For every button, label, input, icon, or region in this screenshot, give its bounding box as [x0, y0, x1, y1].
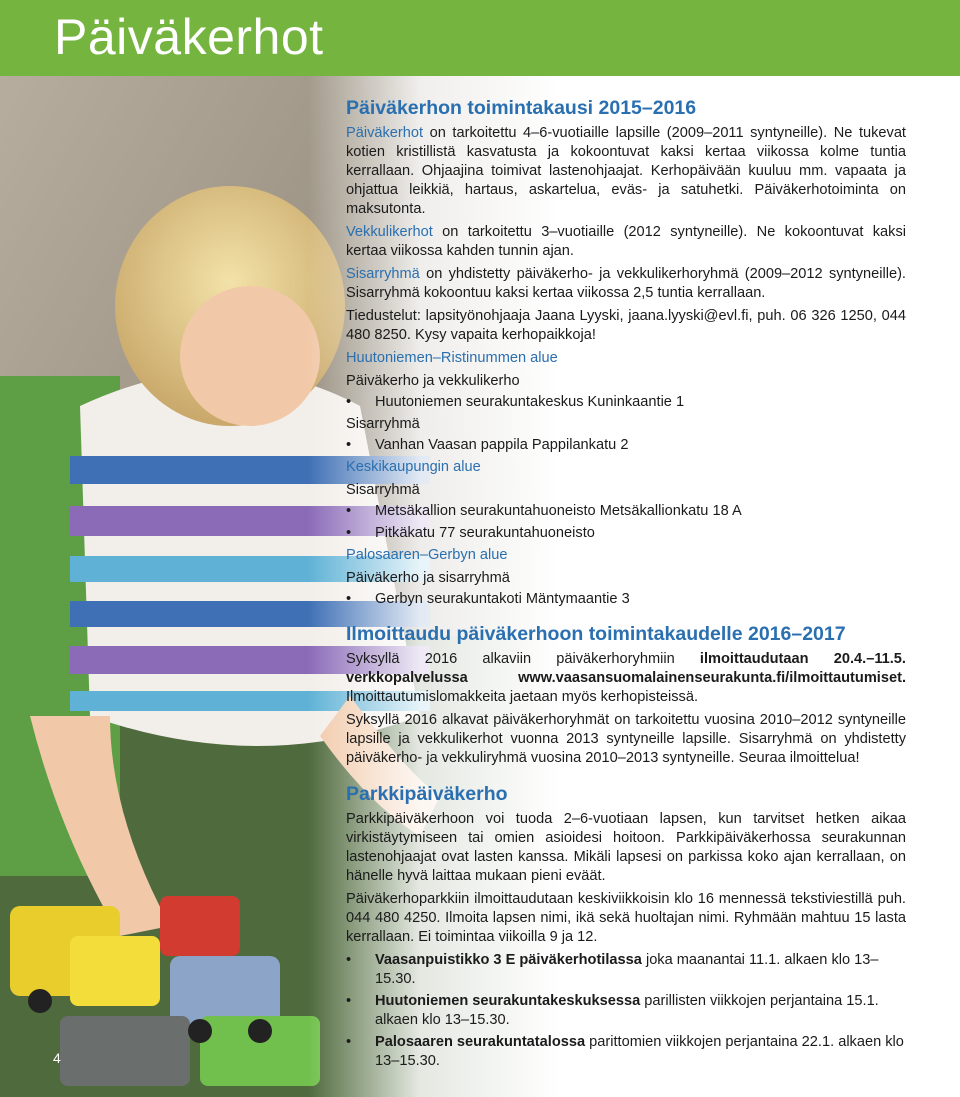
term-sisarryhma: Sisarryhmä — [346, 266, 420, 282]
area-heading: Palosaaren–Gerbyn alue — [346, 547, 508, 563]
location-item: • Vanhan Vaasan pappila Pappilankatu 2 — [346, 436, 906, 455]
paragraph-parkki-ilmoittautuminen: Päiväkerhoparkkiin ilmoittaudutaan keskiviikkoisin klo 16 mennessä tekstiviestillä puh. 044 480 4250. Ilmoita lapsen nimi, ikä sekä huoltajan nimi. Ryhmään mahtuu 15 lasta kerrallaan. Ei toimintaa viikoilla 9 ja 12. — [346, 891, 906, 945]
group-category: Päiväkerho ja sisarryhmä — [346, 570, 510, 586]
page-number: 4 — [53, 1050, 61, 1066]
section-heading-ilmoittaudu: Ilmoittaudu päiväkerhoon toimintakaudelle 2016–2017 — [346, 623, 846, 645]
paragraph-syksy: Syksyllä 2016 alkavat päiväkerhoryhmät on tarkoitettu vuosina 2010–2012 syntyneille lapsille ja vekkulikerhot vuonna 2013 syntyneille lapsille. Sisarryhmä on yhdistetty päiväkerho- ja vekkuliryhmä vuosina 2010–2013 syntyneille. Seuraa ilmoittelua! — [346, 712, 906, 766]
location-item: • Pitkäkatu 77 seurakuntahuoneisto — [346, 524, 906, 543]
paragraph-vekkulikerhot — [346, 223, 906, 261]
paragraph-sisarryhma — [346, 265, 906, 303]
location-name: Vaasanpuistikko 3 E päiväkerhotilassa — [375, 952, 642, 968]
registration-dates: ilmoittaudutaan 20.4.–11.5. verkkopalvelussa www.vaasansuomalainenseurakunta.fi/ilmoittautumiset. — [346, 651, 906, 686]
group-category: Päiväkerho ja vekkulikerho — [346, 373, 520, 389]
location-name: Palosaaren seurakuntatalossa — [375, 1034, 586, 1050]
term-vekkulikerhot: Vekkulikerhot — [346, 224, 433, 240]
section-heading-toimintakausi: Päiväkerhon toimintakausi 2015–2016 — [346, 97, 697, 119]
section-heading-parkkipaivakerho: Parkkipäiväkerho — [346, 783, 508, 805]
location-time: parittomien viikkojen perjantaina 22.1. alkaen klo 13–15.30. — [375, 1034, 904, 1069]
paragraph-tiedustelut: Tiedustelut: lapsityönohjaaja Jaana Lyyski, jaana.lyyski@evl.fi, puh. 06 326 1250, 044 480 8250. Kysy vapaita kerhopaikkoja! — [346, 308, 906, 343]
page-header — [0, 0, 960, 76]
location-item: • Gerbyn seurakuntakoti Mäntymaantie 3 — [346, 590, 906, 609]
paragraph-parkki-intro: Parkkipäiväkerhoon voi tuoda 2–6-vuotiaan lapsen, kun tarvitset hetken aikaa virkistäytymiseen tai omien asioidesi hoitoon. Parkkipäiväkerhossa seurakunnan lastenohjaajat ovat lasten kanssa. Mikäli lapsesi on parkissa koko ajan kerrallaan, on hänelle hyvä laittaa mukaan pieni eväät. — [346, 811, 906, 884]
location-time: joka maanantai 11.1. alkaen klo 13–15.30. — [375, 952, 879, 987]
paragraph-text: Syksyllä 2016 alkaviin päiväkerhoryhmiin — [346, 651, 700, 667]
group-category: Sisarryhmä — [346, 482, 420, 498]
main-content — [346, 96, 906, 1074]
paragraph-paivakerhot — [346, 124, 906, 219]
paragraph-text: on tarkoitettu 4–6-vuotiaille lapsille (2009–2011 syntyneille). Ne tukevat kotien kristillistä kasvatusta ja kokoontuvat kaksi kertaa viikossa kolme tuntia kerrallaan. Ohjaajina toimivat lastenohjaajat. Kerhopäivään kuuluu mm. vapaata ja ohjattua leikkiä, hartaus, askartelua, eväs- ja satuhetki. Päiväkerhotoiminta on maksutonta. — [346, 125, 906, 217]
paragraph-text: on tarkoitettu 3–vuotiaille (2012 syntyneille). Ne kokoontuvat kaksi kertaa viikossa kahden tunnin ajan. — [346, 224, 906, 259]
parkki-location-item — [346, 951, 906, 989]
location-name: Huutoniemen seurakuntakeskuksessa — [375, 993, 641, 1009]
paragraph-text: Ilmoittautumislomakkeita jaetaan myös kerhopisteissä. — [346, 689, 699, 705]
location-time: parillisten viikkojen perjantaina 15.1. alkaen klo 13–15.30. — [375, 993, 879, 1028]
location-item: • Huutoniemen seurakuntakeskus Kuninkaantie 1 — [346, 393, 906, 412]
area-heading: Keskikaupungin alue — [346, 459, 481, 475]
paragraph-ilmoittautuminen — [346, 650, 906, 707]
location-item: • Metsäkallion seurakuntahuoneisto Metsäkallionkatu 18 A — [346, 502, 906, 521]
page-title: Päiväkerhot — [54, 9, 324, 65]
term-paivakerhot: Päiväkerhot — [346, 125, 424, 141]
parkki-location-item — [346, 1033, 906, 1071]
paragraph-text: on yhdistetty päiväkerho- ja vekkulikerhoryhmä (2009–2012 syntyneille). Sisarryhmä kokoontuu kaksi kertaa viikossa 2,5 tuntia kerrallaan. — [346, 266, 906, 301]
group-category: Sisarryhmä — [346, 416, 420, 432]
parkki-location-item — [346, 992, 906, 1030]
area-heading: Huutoniemen–Ristinummen alue — [346, 350, 558, 366]
